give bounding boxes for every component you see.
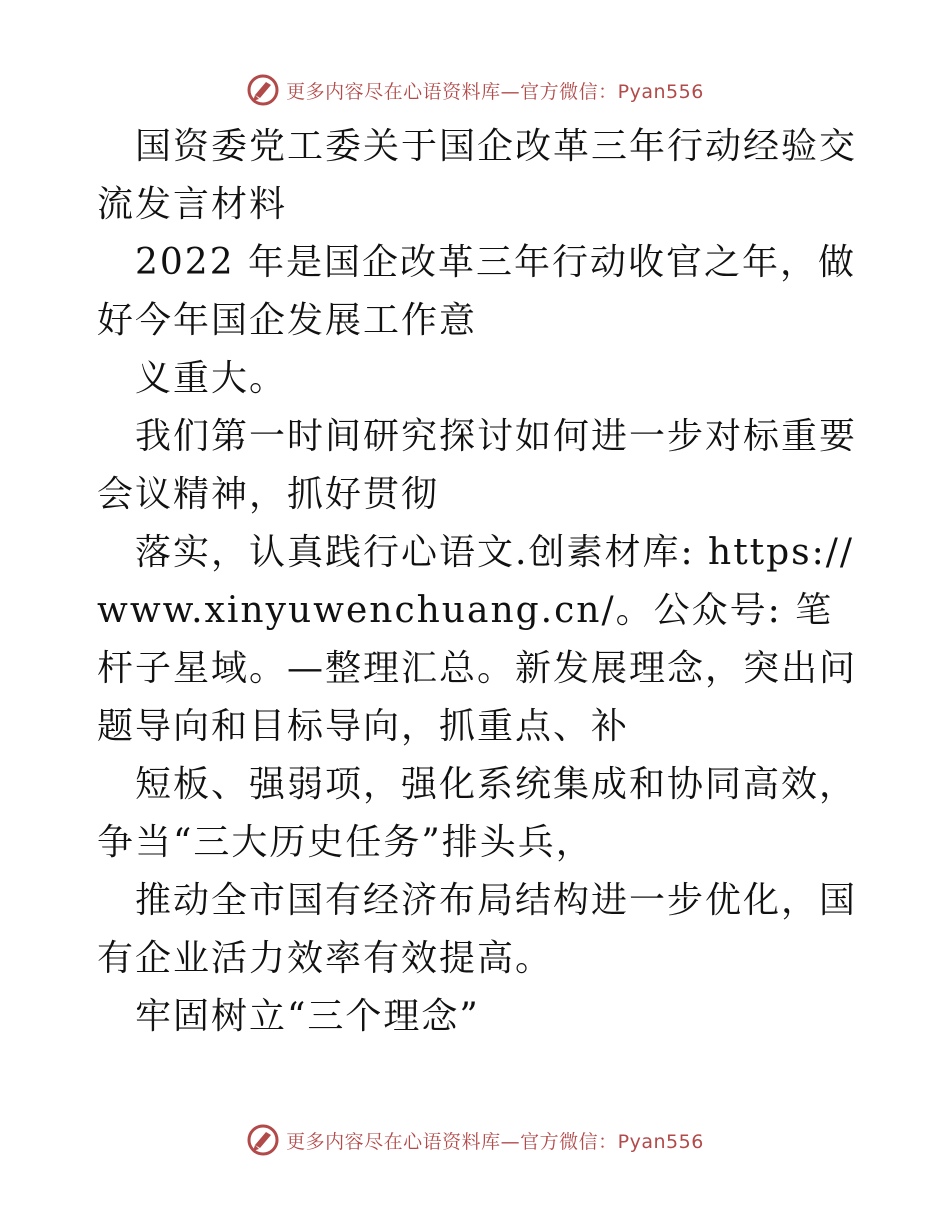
paragraph: 2022 年是国企改革三年行动收官之年，做好今年国企发展工作意 xyxy=(97,242,857,341)
paragraph: 落实，认真践行心语文.创素材库: https:// xyxy=(135,532,855,573)
paragraph: 短板、强弱项，强化系统集成和协同高效，争当“三大历史任务”排头兵， xyxy=(97,764,858,863)
paragraph: www.xinyuwenchuang.cn/。公众号: 笔杆子星域。—整理汇总。新发展理念，突出问题导向和目标导向，抓重点、补 xyxy=(97,590,858,747)
paragraph: 牢固树立“三个理念” xyxy=(135,996,480,1037)
brand-logo-icon xyxy=(246,73,280,107)
paragraph: 我们第一时间研究探讨如何进一步对标重要会议精神，抓好贯彻 xyxy=(97,416,858,515)
footer-banner xyxy=(0,1118,950,1162)
paragraph-title: 国资委党工委关于国企改革三年行动经验交流发言材料 xyxy=(97,126,858,225)
paragraph: 义重大。 xyxy=(135,358,288,399)
document-body xyxy=(97,118,857,1046)
banner-text: 更多内容尽在心语资料库—官方微信：Pyan556 xyxy=(286,1130,704,1153)
paragraph: 推动全市国有经济布局结构进一步优化，国有企业活力效率有效提高。 xyxy=(97,880,858,979)
header-banner xyxy=(0,68,950,112)
brand-logo-icon xyxy=(246,1123,280,1157)
banner-text: 更多内容尽在心语资料库—官方微信：Pyan556 xyxy=(286,80,704,103)
